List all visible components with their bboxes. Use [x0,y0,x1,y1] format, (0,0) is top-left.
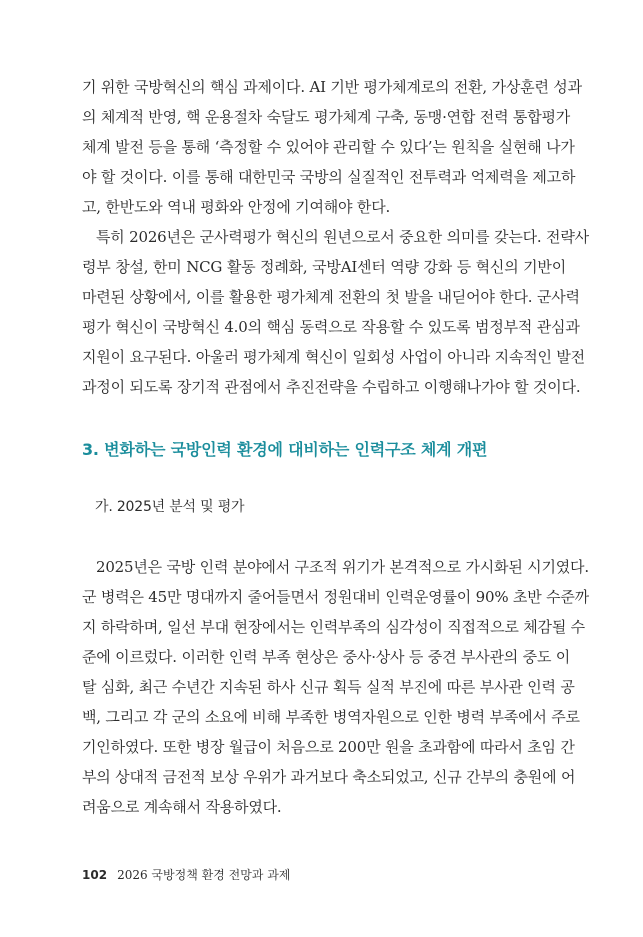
paragraph-line: 군 병력은 45만 명대까지 줄어들면서 정원대비 인력운영률이 90% 초반 수준까 [82,588,589,606]
paragraph-line: 기 위한 국방혁신의 핵심 과제이다. AI 기반 평가체계로의 전환, 가상훈련 성과 [82,78,582,96]
paragraph-line: 과정이 되도록 장기적 관점에서 추진전략을 수립하고 이행해나가야 할 것이다. [82,378,581,396]
section-heading: 3. 변화하는 국방인력 환경에 대비하는 인력구조 체계 개편 [82,440,488,459]
page-footer [82,866,290,883]
paragraph-line: 부의 상대적 금전적 보상 우위가 과거보다 축소되었고, 신규 간부의 충원에 어 [82,768,576,786]
paragraph-line: 탈 심화, 최근 수년간 지속된 하사 신규 획득 실적 부진에 따른 부사관 인력 공 [82,678,575,696]
paragraph-line: 2025년은 국방 인력 분야에서 구조적 위기가 본격적으로 가시화된 시기였다. [96,558,589,576]
paragraph-line: 특히 2026년은 군사력평가 혁신의 원년으로서 중요한 의미를 갖는다. 전략사 [96,228,589,246]
paragraph-line: 준에 이르렀다. 이러한 인력 부족 현상은 중사·상사 등 중견 부사관의 중도 이 [82,648,571,666]
page-number: 102 [82,868,108,882]
paragraph-line: 백, 그리고 각 군의 소요에 비해 부족한 병역자원으로 인한 병력 부족에서 주로 [82,708,580,726]
paragraph-line: 기인하였다. 또한 병장 월급이 처음으로 200만 원을 초과함에 따라서 초임 간 [82,738,575,756]
paragraph-line: 마련된 상황에서, 이를 활용한 평가체계 전환의 첫 발을 내딛어야 한다. 군사력 [82,288,580,306]
paragraph-line: 평가 혁신이 국방혁신 4.0의 핵심 동력으로 작용할 수 있도록 범정부적 관심과 [82,318,580,336]
paragraph-line: 의 체계적 반영, 핵 운용절차 숙달도 평가체계 구축, 동맹·연합 전력 통합평가 [82,108,571,126]
paragraph-line: 령부 창설, 한미 NCG 활동 정례화, 국방AI센터 역량 강화 등 혁신의 기반이 [82,258,566,276]
subsection-heading: 가. 2025년 분석 및 평가 [95,499,245,515]
paragraph-line: 체계 발전 등을 통해 ‘측정할 수 있어야 관리할 수 있다’는 원칙을 실현해 나가 [82,138,575,156]
paragraph-line: 지원이 요구된다. 아울러 평가체계 혁신이 일회성 사업이 아니라 지속적인 발전 [82,348,585,366]
running-title: 2026 국방정책 환경 전망과 과제 [117,868,291,882]
paragraph-line: 고, 한반도와 역내 평화와 안정에 기여해야 한다. [82,198,391,216]
paragraph-line: 려움으로 계속해서 작용하였다. [82,798,282,816]
paragraph-line: 야 할 것이다. 이를 통해 대한민국 국방의 실질적인 전투력과 억제력을 제고하 [82,168,576,186]
paragraph-line: 지 하락하며, 일선 부대 현장에서는 인력부족의 심각성이 직접적으로 체감될 수 [82,618,585,636]
